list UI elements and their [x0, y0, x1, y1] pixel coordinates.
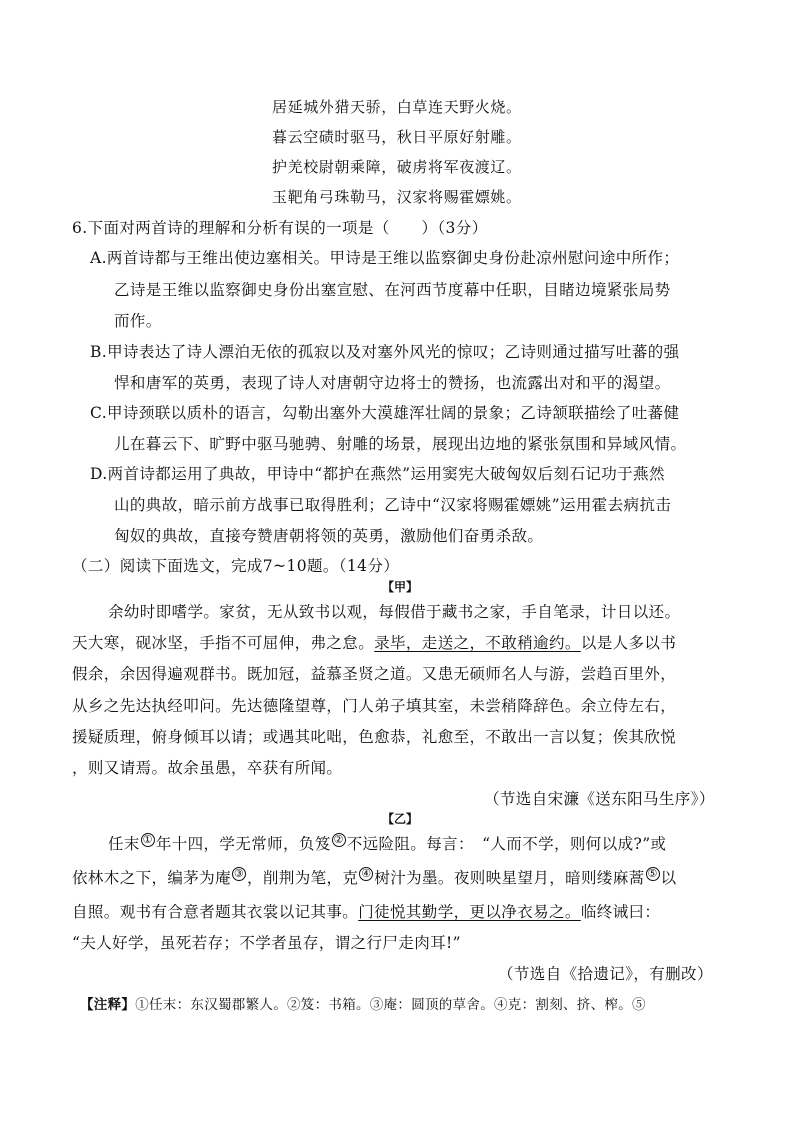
yi-text: 以: [660, 869, 677, 887]
annotation-text: ①任末：东汉蜀郡繁人。②笈：书箱。③庵：圆顶的草舍。④克：割刻、挤、榨。⑤: [135, 997, 646, 1013]
yi-text: 依林木之下，编茅为庵: [72, 869, 232, 887]
footnote-mark-2: ②: [333, 833, 344, 846]
jia-line-3: 假余，余因得遍观群书。既加冠，益慕圣贤之道。又患无硕师名人与游，尝趋百里外，: [72, 665, 677, 683]
yi-text: 任末: [108, 835, 140, 853]
annotation-note: [80, 993, 646, 1013]
option-d-line-1: D.两首诗都运用了典故，甲诗中“都护在燕然”运用窦宪大破匈奴后刻石记功于燕然: [90, 465, 665, 483]
option-a-line-2: 乙诗是王维以监察御史身份出塞宣慰、在河西节度幕中任职，目睹边境紧张局势: [114, 281, 671, 299]
yi-line-4: “夫人好学，虽死若存；不学者虽存，谓之行尸走肉耳!”: [72, 934, 461, 952]
yi-text: 自照。观书有合意者题其衣裳以记其事。: [72, 903, 359, 921]
option-d-line-3: 匈奴的典故，直接夸赞唐朝将领的英勇，激励他们奋勇杀敌。: [114, 527, 544, 545]
yi-text: 树汁为墨。夜则映星望月，暗则缕麻蒿: [374, 869, 645, 887]
yi-line-2: [72, 866, 677, 888]
yi-line-1: [108, 832, 666, 854]
option-a-line-1: A.两首诗都与王维出使边塞相关。甲诗是王维以监察御史身份赴凉州慰问途中所作；: [90, 249, 680, 267]
option-d-line-2: 山的典故，暗示前方战事已取得胜利；乙诗中“汉家将赐霍嫖姚”运用霍去病抗击: [114, 496, 672, 514]
yi-text: 年十四，学无常师，负笈: [155, 835, 331, 853]
footnote-mark-1: ①: [142, 833, 153, 846]
footnote-mark-3: ③: [233, 867, 245, 880]
poem-line-4: 玉靶角弓珠勒马，汉家将赐霍嫖姚。: [272, 188, 522, 206]
footnote-mark-4: ④: [361, 867, 372, 880]
footnote-mark-5: ⑤: [647, 867, 658, 880]
section-2-heading: （二）阅读下面选文，完成7~10题。（14分）: [72, 557, 400, 575]
jia-line-5: 援疑质理，俯身倾耳以请；或遇其叱咄，色愈恭，礼愈至，不敢出一言以复；俟其欣悦: [72, 728, 677, 746]
jia-underlined-sentence: 录毕，走送之，不敢稍逾约。: [374, 634, 581, 652]
yi-line-3: [72, 900, 660, 922]
annotation-tag: 【注释】: [80, 997, 136, 1013]
jia-line-2-tail: 以是人多以书: [580, 634, 677, 652]
option-a-line-3: 而作。: [114, 312, 162, 330]
yi-text: 临终诫曰：: [580, 903, 661, 921]
option-c-line-1: C.甲诗颈联以质朴的语言，勾勒出塞外大漠雄浑壮阔的景象；乙诗颔联描绘了吐蕃健: [90, 404, 680, 422]
yi-text: 不远险阻。每言： “人而不学，则何以成?”或: [346, 835, 667, 853]
option-b-line-1: B.甲诗表达了诗人漂泊无依的孤寂以及对塞外风光的惊叹；乙诗则通过描写吐蕃的强: [90, 343, 680, 361]
option-c-line-2: 儿在暮云下、旷野中驱马驰骋、射雕的场景，展现出边地的紧张氛围和异域风情。: [114, 435, 687, 453]
passage-yi-label: 【乙】: [382, 812, 419, 826]
passage-jia-label: 【甲】: [382, 580, 419, 594]
poem-line-2: 暮云空碛时驱马，秋日平原好射雕。: [272, 128, 522, 146]
jia-line-2: [72, 631, 676, 653]
question-6-stem: 6.下面对两首诗的理解和分析有误的一项是（ ）（3分）: [72, 219, 488, 237]
jia-line-6: ，则又请焉。故余虽愚，卒获有所闻。: [72, 759, 343, 777]
yi-text: ，削荆为笔，克: [247, 869, 359, 887]
jia-line-2-text: 天大寒，砚冰坚，手指不可屈伸，弗之怠。: [72, 634, 375, 652]
yi-source: （节选自《拾遗记》，有删改）: [498, 965, 713, 983]
jia-line-4: 从乡之先达执经叩问。先达德隆望尊，门人弟子填其室，未尝稍降辞色。余立侍左右，: [72, 697, 677, 715]
yi-underlined-sentence: 门徒悦其勤学，更以净衣易之。: [358, 903, 581, 921]
poem-line-1: 居延城外猎天骄，白草连天野火烧。: [272, 98, 522, 116]
jia-line-1: 余幼时即嗜学。家贫，无从致书以观，每假借于藏书之家，手自笔录，计日以还。: [108, 603, 681, 621]
poem-line-3: 护羌校尉朝乘障，破虏将军夜渡辽。: [272, 158, 522, 176]
option-b-line-2: 悍和唐军的英勇，表现了诗人对唐朝守边将士的赞扬，也流露出对和平的渴望。: [114, 374, 671, 392]
jia-source: （节选自宋濂《送东阳马生序》）: [484, 790, 715, 808]
